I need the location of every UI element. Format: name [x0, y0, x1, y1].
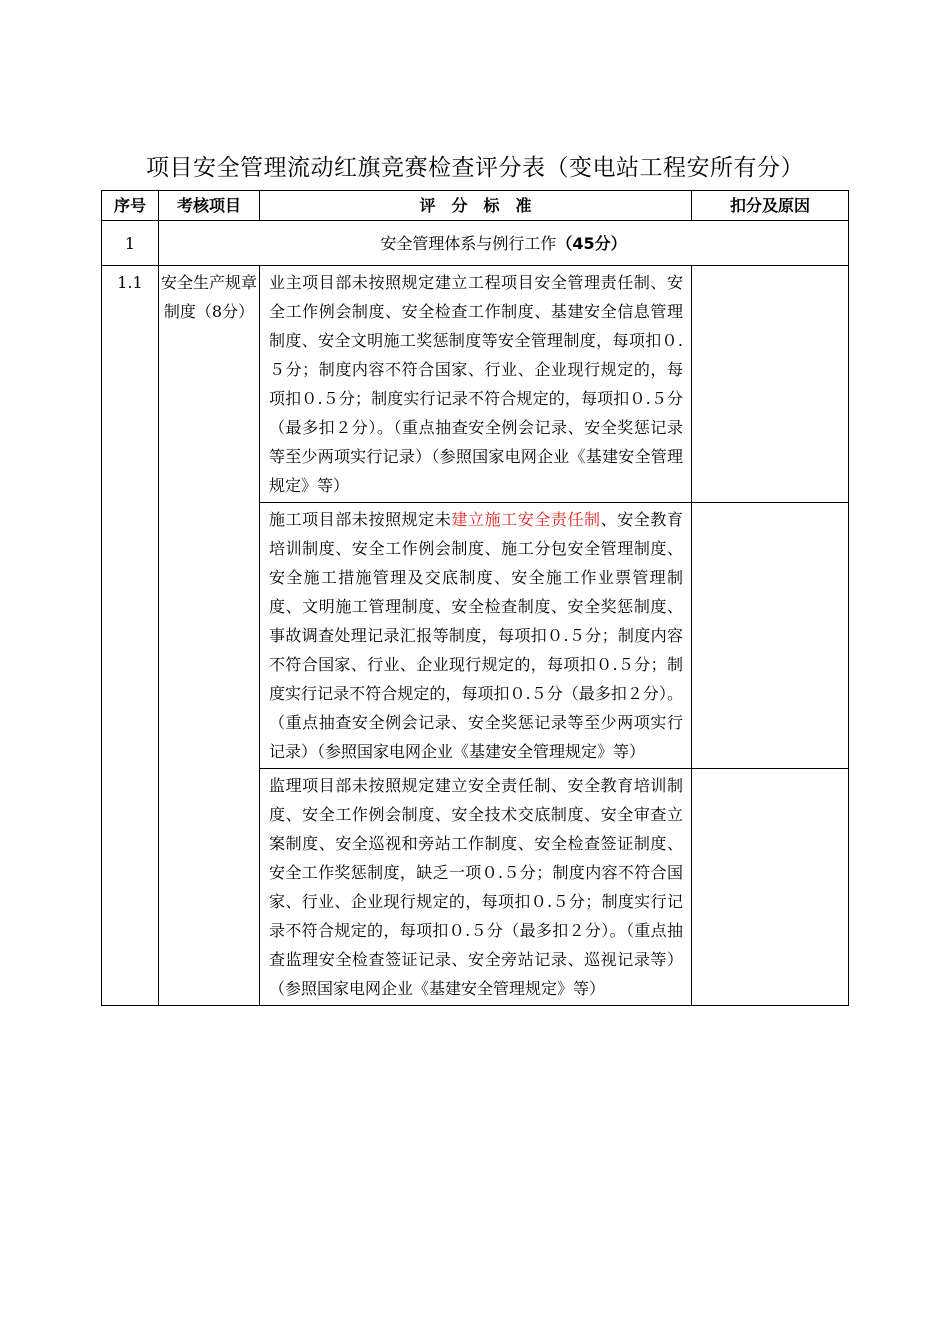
score-table: [101, 190, 849, 1006]
criteria-construction: [260, 503, 692, 769]
criteria-construction-highlight: 建立施工安全责任制: [451, 510, 601, 529]
header-num: 序号: [102, 191, 159, 221]
criteria-construction-post: 、安全教育培训制度、安全工作例会制度、施工分包安全管理制度、安全施工措施管理及交底制度、安全施工作业票管理制度、文明施工管理制度、安全检查制度、安全奖惩制度、事故调查处理记录汇报等制度，每项扣０.５分；制度内容不符合国家、行业、企业现行规定的，每项扣０.５分；制度实行记录不符合规定的，每项扣０.５分（最多扣２分）。（重点抽查安全例会记录、安全奖惩记录等至少两项实行记录）（参照国家电网企业《基建安全管理规定》等）: [269, 510, 683, 761]
section-title: [159, 221, 849, 266]
section-title-text: 安全管理体系与例行工作: [380, 233, 557, 253]
criteria-construction-pre: 施工项目部未按照规定未: [269, 510, 452, 529]
header-item: 考核项目: [159, 191, 260, 221]
section-row: [102, 221, 849, 266]
criteria-supervision: 监理项目部未按照规定建立安全责任制、安全教育培训制度、安全工作例会制度、安全技术交底制度、安全审查立案制度、安全巡视和旁站工作制度、安全检查签证制度、安全工作奖惩制度，缺乏一项０.５分；制度内容不符合国家、行业、企业现行规定的，每项扣０.５分；制度实行记录不符合规定的，每项扣０.５分（最多扣２分）。（重点抽查监理安全检查签证记录、安全旁站记录、巡视记录等）（参照国家电网企业《基建安全管理规定》等）: [260, 769, 692, 1006]
table-row: [102, 266, 849, 503]
criteria-owner: 业主项目部未按照规定建立工程项目安全管理责任制、安全工作例会制度、安全检查工作制度、基建安全信息管理制度、安全文明施工奖惩制度等安全管理制度，每项扣０.５分；制度内容不符合国家、行业、企业现行规定的，每项扣０.５分；制度实行记录不符合规定的，每项扣０.５分（最多扣２分）。（重点抽查安全例会记录、安全奖惩记录等至少两项实行记录）（参照国家电网企业《基建安全管理规定》等）: [260, 266, 692, 503]
header-row: [102, 191, 849, 221]
row-num: 1.1: [102, 266, 159, 1006]
section-title-points: （45分）: [556, 233, 627, 253]
deduction-cell-supervision[interactable]: [692, 769, 849, 1006]
header-deduction: 扣分及原因: [692, 191, 849, 221]
row-item: 安全生产规章制度（8分）: [159, 266, 260, 1006]
section-num: 1: [102, 221, 159, 266]
header-criteria: 评 分 标 准: [260, 191, 692, 221]
document-title: 项目安全管理流动红旗竞赛检查评分表（变电站工程安所有分）: [146, 155, 804, 181]
deduction-cell-owner[interactable]: [692, 266, 849, 503]
deduction-cell-construction[interactable]: [692, 503, 849, 769]
